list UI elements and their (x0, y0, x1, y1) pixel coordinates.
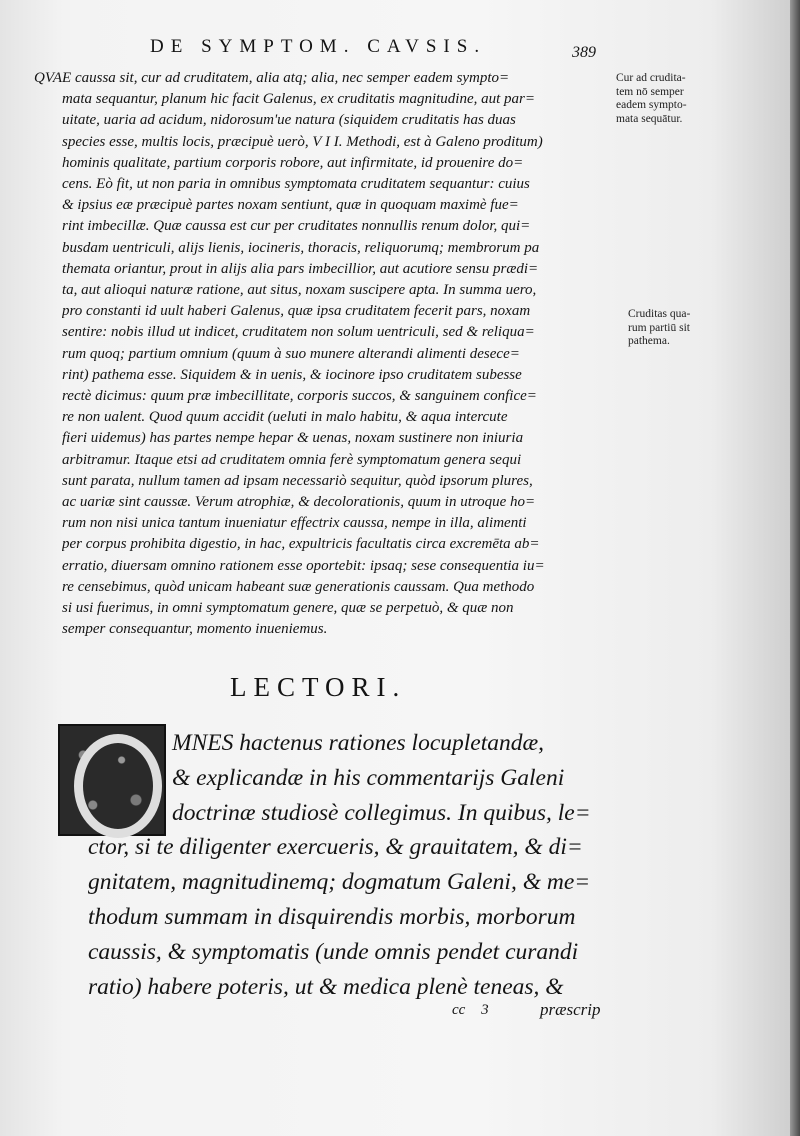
text-line: rint imbecillæ. Quæ caussa est cur per cruditates nonnullis renum dolor, qui= (62, 218, 531, 235)
page-edge-shadow (790, 0, 800, 1136)
margin-note-line: tem nō semper (616, 85, 684, 98)
text-line: ratio) habere poteris, ut & medica plenè teneas, & (88, 973, 564, 1000)
text-line: rum non nisi unica tantum inueniatur effectrix caussa, nempe in illa, alimenti (62, 515, 527, 532)
text-line: re non ualent. Quod quum accidit (ueluti in malo habitu, & aqua intercute (62, 409, 508, 426)
text-line: sentire: nobis illud ut indicet, cruditatem non solum uentriculi, sed & reliqua= (62, 324, 535, 341)
text-line: doctrinæ studiosè collegimus. In quibus, le= (172, 799, 591, 826)
text-line: gnitatem, magnitudinemq; dogmatum Galeni, & me= (88, 869, 591, 896)
text-line: rectè dicimus: quum præ imbecillitate, corporis succos, & sanguinem confice= (62, 388, 537, 405)
text-line: erratio, diuersam omnino rationem esse oportebit: ipsaq; sese consequentia iu= (62, 557, 545, 574)
text-line: sunt parata, nullum tamen ad ipsam necessariò sequitur, quòd ipsorum plures, (62, 472, 533, 489)
margin-note-line: mata sequātur. (616, 112, 683, 125)
text-line: QVAE caussa sit, cur ad cruditatem, alia atq; alia, nec semper eadem sympto= (34, 70, 510, 86)
text-line: mata sequantur, planum hic facit Galenus, ex cruditatis magnitudine, aut par= (62, 91, 536, 108)
margin-note-line: Cruditas qua- (628, 308, 691, 320)
text-line: species esse, multis locis, præcipuè uerò, V I I. Methodi, est à Galeno proditum) (62, 133, 543, 150)
margin-note-line: eadem sympto- (616, 99, 687, 111)
page-number: 389 (572, 44, 596, 61)
text-line: ac uariæ sint caussæ. Verum atrophiæ, & decolorationis, quum in utroque ho= (62, 494, 536, 511)
text-line: semper consequantur, momento inueniemus. (62, 621, 328, 638)
text-line: hominis qualitate, partium corporis robore, aut infirmitate, id prouenire do= (62, 154, 524, 171)
margin-note-line: rum partiū sit (628, 321, 690, 334)
text-line: caussis, & symptomatis (unde omnis pendet curandi (88, 938, 579, 965)
text-line: per corpus prohibita digestio, in hac, expultricis facultatis circa excremēta ab= (62, 536, 540, 553)
lectori-text-block (88, 726, 608, 1004)
text-line: themata oriantur, prout in alijs alia pars imbecillior, aut acutiore sensu prædi= (62, 260, 539, 277)
text-line: pro constanti id uult haberi Galenus, quæ ipsa cruditatem fecerit pars, noxam (62, 303, 531, 320)
text-line: & ipsius eæ præcipuè partes noxam sentiunt, quæ in quoquam maximè fue= (62, 197, 519, 214)
margin-note (616, 72, 687, 126)
text-line: MNES hactenus rationes locupletandæ, (172, 730, 545, 756)
signature-mark: cc 3 (452, 1002, 489, 1018)
text-line: busdam uentriculi, alijs lienis, iocineris, thoracis, reliquorumq; membrorum pa (62, 239, 540, 256)
running-head: DE SYMPTOM. CAVSIS. (150, 36, 487, 57)
text-line: thodum summam in disquirendis morbis, morborum (88, 903, 576, 930)
text-line: & explicandæ in his commentarijs Galeni (172, 764, 565, 791)
text-line: ctor, si te diligenter exercueris, & grauitatem, & di= (88, 834, 583, 861)
margin-note-line: pathema. (628, 335, 670, 347)
text-line: re censebimus, quòd unicam habeant suæ generationis caussam. Qua methodo (62, 578, 535, 595)
catchword: præscrip (540, 1000, 601, 1019)
text-line: rum quoq; partium omnium (quum à suo munere alterandi alimenti desece= (62, 345, 520, 362)
main-text-block (34, 68, 608, 640)
text-line: cens. Eò fit, ut non paria in omnibus symptomata cruditatem sequantur: cuius (62, 176, 530, 193)
text-line: fieri uidemus) has partes nempe hepar & uenas, noxam sustinere non iniuria (62, 430, 524, 447)
text-line: uitate, uaria ad acidum, nidorosum'ue natura (siquidem cruditatis has duas (62, 112, 516, 129)
text-line: arbitramur. Itaque etsi ad cruditatem omnia ferè symptomatum genera sequi (62, 451, 522, 468)
text-line: si usi fuerimus, in omni symptomatum genere, quæ se perpetuò, & quæ non (62, 600, 514, 617)
section-heading: LECTORI. (230, 672, 407, 702)
margin-note-line: Cur ad crudita- (616, 72, 686, 84)
margin-note (628, 308, 690, 349)
text-line: ta, aut alioqui naturæ ratione, aut situs, noxam suscipere apta. In summa uero, (62, 282, 537, 299)
text-line: rint) pathema esse. Siquidem & in uenis, & iocinore ipso cruditatem subesse (62, 366, 522, 383)
